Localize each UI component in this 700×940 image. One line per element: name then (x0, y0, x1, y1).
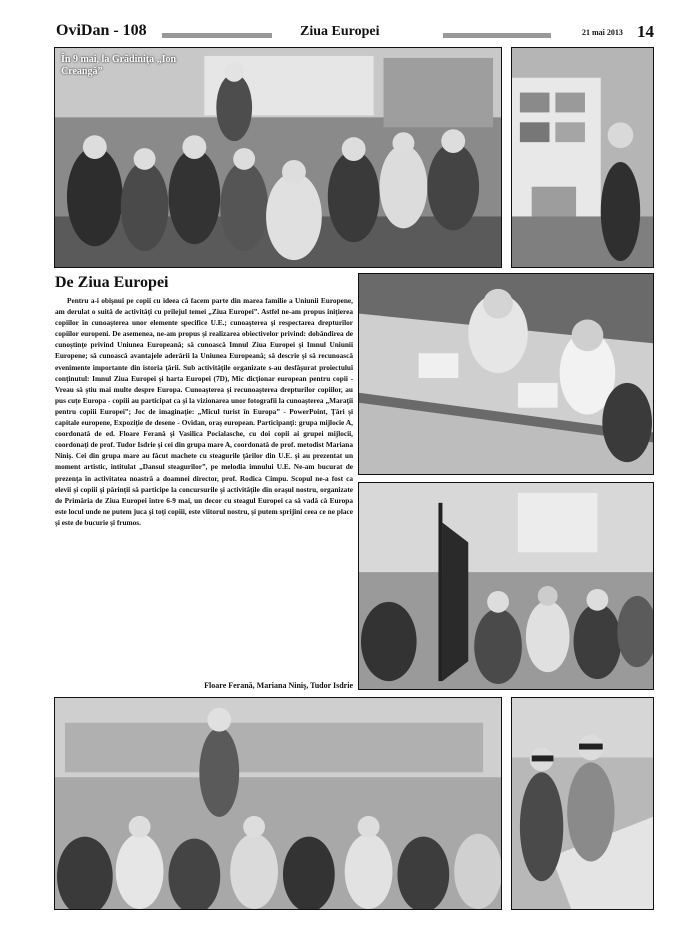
section-title: Ziua Europei (300, 24, 380, 39)
issue-date: 21 mai 2013 (582, 28, 623, 37)
photo-boy-pointing-board-image (512, 48, 653, 267)
photo-classroom-flag-image (359, 483, 653, 689)
photo-classroom-flag (358, 482, 654, 690)
photo-children-with-teacher (54, 697, 502, 910)
photo-caption: În 9 mai, la Grădiniţa „Ion Creangă” (61, 54, 177, 77)
photo-kindergarten-group-image (55, 48, 501, 267)
photo-boy-pointing-board (511, 47, 654, 268)
photo-children-with-teacher-image (55, 698, 501, 909)
photo-children-drawing (358, 273, 654, 475)
photo-children-3d-glasses (511, 697, 654, 910)
photo-children-drawing-image (359, 274, 653, 474)
article-authors: Floare Ferană, Mariana Niniş, Tudor Isdrie (204, 681, 353, 690)
photo-children-3d-glasses-image (512, 698, 653, 909)
publication-name: OviDan - 108 (56, 22, 147, 39)
page-number: 14 (637, 22, 654, 41)
photo-kindergarten-group (54, 47, 502, 268)
article-body: Pentru a-i obişnui pe copii cu ideea că facem parte din marea familie a Uniunii Europene, am derulat o suită de activităţi cu prilejul temei „Ziua Europei”. Astfel ne-am propus iniţierea copiilor în cunoaşterea unor elemente specifice U.E.; cunoaşterea şi respectarea drepturilor copiilor europeni. De asemenea, ne-am propus şi realizarea obiectivelor privind: dobândirea de cunoştinţe privind Uniunea Europeană; să cunoască Imnul Ziua Europei şi Imnul Uniunii Europene; să cunoască avantajele aderării la Uniunea Europeană; să descrie şi să recunoască evenimente importante din istoria ţării. Sub activităţile organizate s-au desfăşurat proiectului conţinutul: Imnul Ziua Europei şi harta Europei (7D), Mic dicţionar european pentru copii - Vreau să ştiu mai multe despre Europa. Cunoaşterea şi recunoaşterea drepturilor copiilor, au pus cuţe Europa - copiii au participat ca şi la vizionarea unor fotografii la cunoaşterea „Maraţii pentru copiii Europei”; Joc de imaginaţie: „Micul turist în Europa” - PowerPoint, Ţări şi capitale europene, Expoziţie de desene - Ovidan, oraş european. Participanţi: grupa mijlocie A, coordonată de ed. Floare Ferană şi Vasilica Pocialasche, cu doi copii ai grupei mijlocii, coordonaţi de prof. Tudor Isdrie şi cei din grupa mare A, coordonată de prof. metodist Mariana Niniş. Cei din grupa mare au făcut machete cu steagurile ţărilor din U.E. şi au prezentat un moment artistic, intitulat „Dansul steagurilor”, pe melodia imnului U.E. Ne-am bucurat de prezenţa în activitatea noastră a doamnei director, prof. Rodica Cimpu. Scopul ne-a fost ca elevii şi copiii şi părinţii să participe la concursurile şi activităţile din oraşul nostru, organizate de Primăria de Ziua Europei între 6-9 mai, un decor cu steagul Europei ca să vadă că Europa este locul unde ne putem juca şi toţi copiii, este viitorul nostru, şi putem sprijini ceea ce ne place şi este de bucurie şi frumos. (55, 296, 353, 527)
article-title: De Ziua Europei (55, 274, 169, 291)
header-bar-right (443, 33, 551, 38)
header-bar-left (162, 33, 272, 38)
